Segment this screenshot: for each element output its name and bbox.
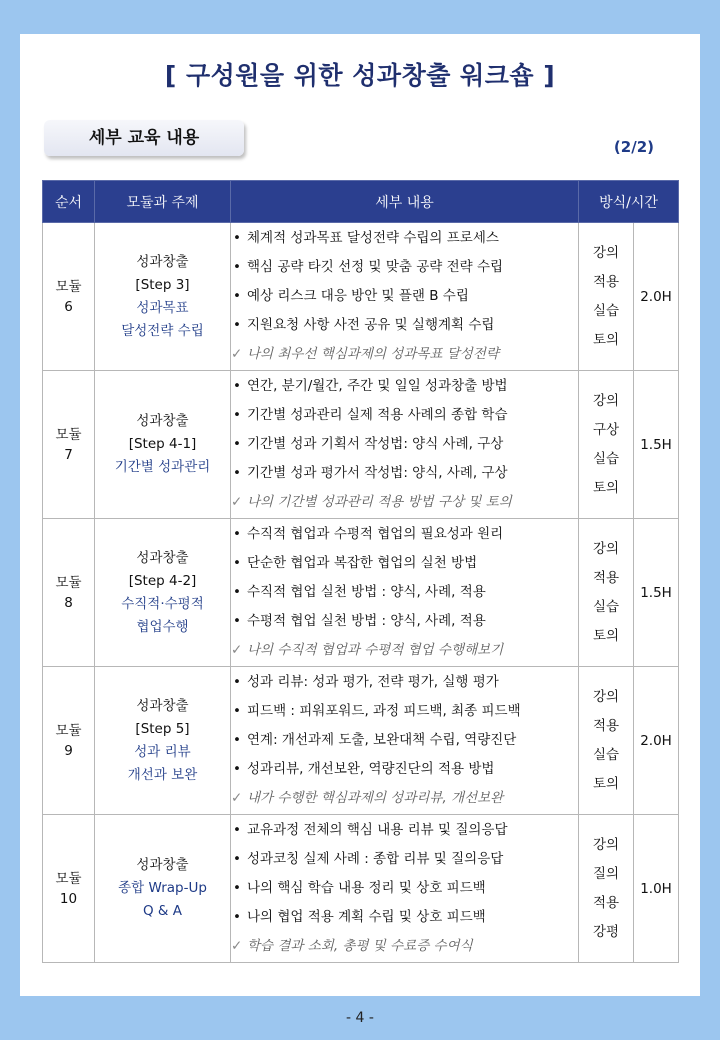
detail-cell xyxy=(231,667,579,815)
module-cell xyxy=(43,223,95,371)
method-cell xyxy=(579,667,634,815)
section-tag: 세부 교육 내용 xyxy=(44,120,244,156)
topic-subtitle: 달성전략 수립 xyxy=(121,322,204,339)
method-item: 강의 xyxy=(592,836,620,853)
topic-title: 성과창출 xyxy=(136,549,189,566)
time-cell: 1.5H xyxy=(634,371,679,519)
topic-title: 성과창출 xyxy=(136,253,189,270)
practice-note: ✓ 학습 결과 소회, 총평 및 수료증 수여식 xyxy=(231,932,578,961)
module-cell xyxy=(43,815,95,963)
module-label: 모듈 xyxy=(55,870,82,887)
curriculum-table xyxy=(42,180,679,963)
method-item: 강평 xyxy=(592,923,620,940)
detail-item: • 지원요청 사항 사전 공유 및 실행계획 수립 xyxy=(231,311,578,340)
detail-list xyxy=(231,224,578,369)
detail-item: • 단순한 협업과 복잡한 협업의 실천 방법 xyxy=(231,549,578,578)
method-item: 적용 xyxy=(592,273,620,290)
header-order: 순서 xyxy=(43,181,95,223)
method-item: 적용 xyxy=(592,894,620,911)
document-page xyxy=(20,34,700,996)
method-item: 적용 xyxy=(592,569,620,586)
topic-cell xyxy=(95,667,231,815)
topic-subtitle: 개선과 보완 xyxy=(127,766,198,783)
topic-title: 성과창출 xyxy=(136,857,189,873)
topic-title: 성과창출 xyxy=(136,697,189,714)
topic-step: [Step 3] xyxy=(135,276,190,293)
method-cell xyxy=(579,519,634,667)
detail-cell xyxy=(231,815,579,963)
detail-item: • 성과리뷰, 개선보완, 역량진단의 적용 방법 xyxy=(231,755,578,784)
method-item: 강의 xyxy=(592,540,620,557)
method-cell xyxy=(579,815,634,963)
table-row xyxy=(43,667,679,815)
detail-list xyxy=(231,816,578,961)
detail-item: • 성과코칭 실제 사례 : 종합 리뷰 및 질의응답 xyxy=(231,845,578,874)
detail-item: • 기간별 성과관리 실제 적용 사례의 종합 학습 xyxy=(231,401,578,430)
topic-step: [Step 4-2] xyxy=(128,572,197,589)
detail-item: • 기간별 성과 기획서 작성법: 양식 사례, 구상 xyxy=(231,430,578,459)
page-indicator: (2/2) xyxy=(613,138,654,156)
practice-note: ✓ 나의 수직적 협업과 수평적 협업 수행해보기 xyxy=(231,636,578,665)
module-number: 7 xyxy=(64,446,73,463)
module-cell xyxy=(43,371,95,519)
practice-note: ✓ 나의 최우선 핵심과제의 성과목표 달성전략 xyxy=(231,340,578,369)
detail-item: • 체계적 성과목표 달성전략 수립의 프로세스 xyxy=(231,224,578,253)
time-cell: 2.0H xyxy=(634,667,679,815)
topic-subtitle: 기간별 성과관리 xyxy=(114,459,211,475)
topic-subtitle: 성과목표 xyxy=(136,299,189,316)
topic-cell xyxy=(95,223,231,371)
detail-item: • 나의 협업 적용 계획 수립 및 상호 피드백 xyxy=(231,903,578,932)
topic-cell xyxy=(95,815,231,963)
method-item: 강의 xyxy=(592,688,620,705)
detail-item: • 수평적 협업 실천 방법 : 양식, 사례, 적용 xyxy=(231,607,578,636)
time-cell: 1.5H xyxy=(634,519,679,667)
method-item: 적용 xyxy=(592,717,620,734)
detail-cell xyxy=(231,223,579,371)
detail-item: • 성과 리뷰: 성과 평가, 전략 평가, 실행 평가 xyxy=(231,668,578,697)
detail-cell xyxy=(231,371,579,519)
table-header-row xyxy=(43,181,679,223)
page-number: - 4 - xyxy=(346,1010,374,1026)
method-item: 토의 xyxy=(592,627,620,644)
page-title: [ 구성원을 위한 성과창출 워크숍 ] xyxy=(164,61,556,90)
detail-item: • 수직적 협업 실천 방법 : 양식, 사례, 적용 xyxy=(231,578,578,607)
topic-subtitle: 수직적·수평적 xyxy=(121,595,204,612)
module-label: 모듈 xyxy=(55,574,82,591)
table-row xyxy=(43,371,679,519)
method-cell xyxy=(579,223,634,371)
detail-item: • 수직적 협업과 수평적 협업의 필요성과 원리 xyxy=(231,520,578,549)
module-label: 모듈 xyxy=(55,278,82,295)
table-row xyxy=(43,223,679,371)
detail-item: • 연간, 분기/월간, 주간 및 일일 성과창출 방법 xyxy=(231,372,578,401)
header-topic: 모듈과 주제 xyxy=(95,181,231,223)
detail-list xyxy=(231,520,578,665)
detail-item: • 기간별 성과 평가서 작성법: 양식, 사례, 구상 xyxy=(231,459,578,488)
topic-subtitle: 성과 리뷰 xyxy=(134,743,191,760)
topic-subtitle: Q & A xyxy=(143,903,182,919)
detail-item: • 연계: 개선과제 도출, 보완대책 수립, 역량진단 xyxy=(231,726,578,755)
module-number: 9 xyxy=(64,742,73,759)
method-item: 강의 xyxy=(592,392,620,409)
time-cell: 1.0H xyxy=(634,815,679,963)
topic-step: [Step 4-1] xyxy=(128,436,197,452)
table-row xyxy=(43,519,679,667)
module-number: 6 xyxy=(64,298,73,315)
topic-subtitle: 종합 Wrap-Up xyxy=(118,880,207,896)
detail-item: • 교유과정 전체의 핵심 내용 리뷰 및 질의응답 xyxy=(231,816,578,845)
method-item: 토의 xyxy=(592,331,620,348)
module-label: 모듈 xyxy=(55,722,82,739)
detail-list xyxy=(231,668,578,813)
method-item: 강의 xyxy=(592,244,620,261)
topic-cell xyxy=(95,371,231,519)
method-item: 실습 xyxy=(592,302,620,319)
module-number: 10 xyxy=(59,890,78,907)
method-cell xyxy=(579,371,634,519)
detail-item: • 핵심 공략 타깃 선정 및 맞춤 공략 전략 수립 xyxy=(231,253,578,282)
module-cell xyxy=(43,519,95,667)
method-item: 구상 xyxy=(592,421,620,438)
topic-title: 성과창출 xyxy=(136,413,189,429)
topic-step: [Step 5] xyxy=(135,720,190,737)
detail-item: • 나의 핵심 학습 내용 정리 및 상호 피드백 xyxy=(231,874,578,903)
detail-list xyxy=(231,372,578,517)
detail-item: • 피드백 : 피워포워드, 과정 피드백, 최종 피드백 xyxy=(231,697,578,726)
method-item: 토의 xyxy=(592,775,620,792)
table-row xyxy=(43,815,679,963)
header-method: 방식/시간 xyxy=(579,181,679,223)
detail-item: • 예상 리스크 대응 방안 및 플랜 B 수립 xyxy=(231,282,578,311)
time-cell: 2.0H xyxy=(634,223,679,371)
topic-subtitle: 협업수행 xyxy=(136,618,189,635)
module-cell xyxy=(43,667,95,815)
method-item: 토의 xyxy=(592,479,620,496)
method-item: 실습 xyxy=(592,598,620,615)
practice-note: ✓ 내가 수행한 핵심과제의 성과리뷰, 개선보완 xyxy=(231,784,578,813)
method-item: 실습 xyxy=(592,746,620,763)
module-number: 8 xyxy=(64,594,73,611)
header-details: 세부 내용 xyxy=(231,181,579,223)
method-item: 질의 xyxy=(592,865,620,882)
practice-note: ✓ 나의 기간별 성과관리 적용 방법 구상 및 토의 xyxy=(231,488,578,517)
module-label: 모듈 xyxy=(55,426,82,443)
detail-cell xyxy=(231,519,579,667)
method-item: 실습 xyxy=(592,450,620,467)
topic-cell xyxy=(95,519,231,667)
